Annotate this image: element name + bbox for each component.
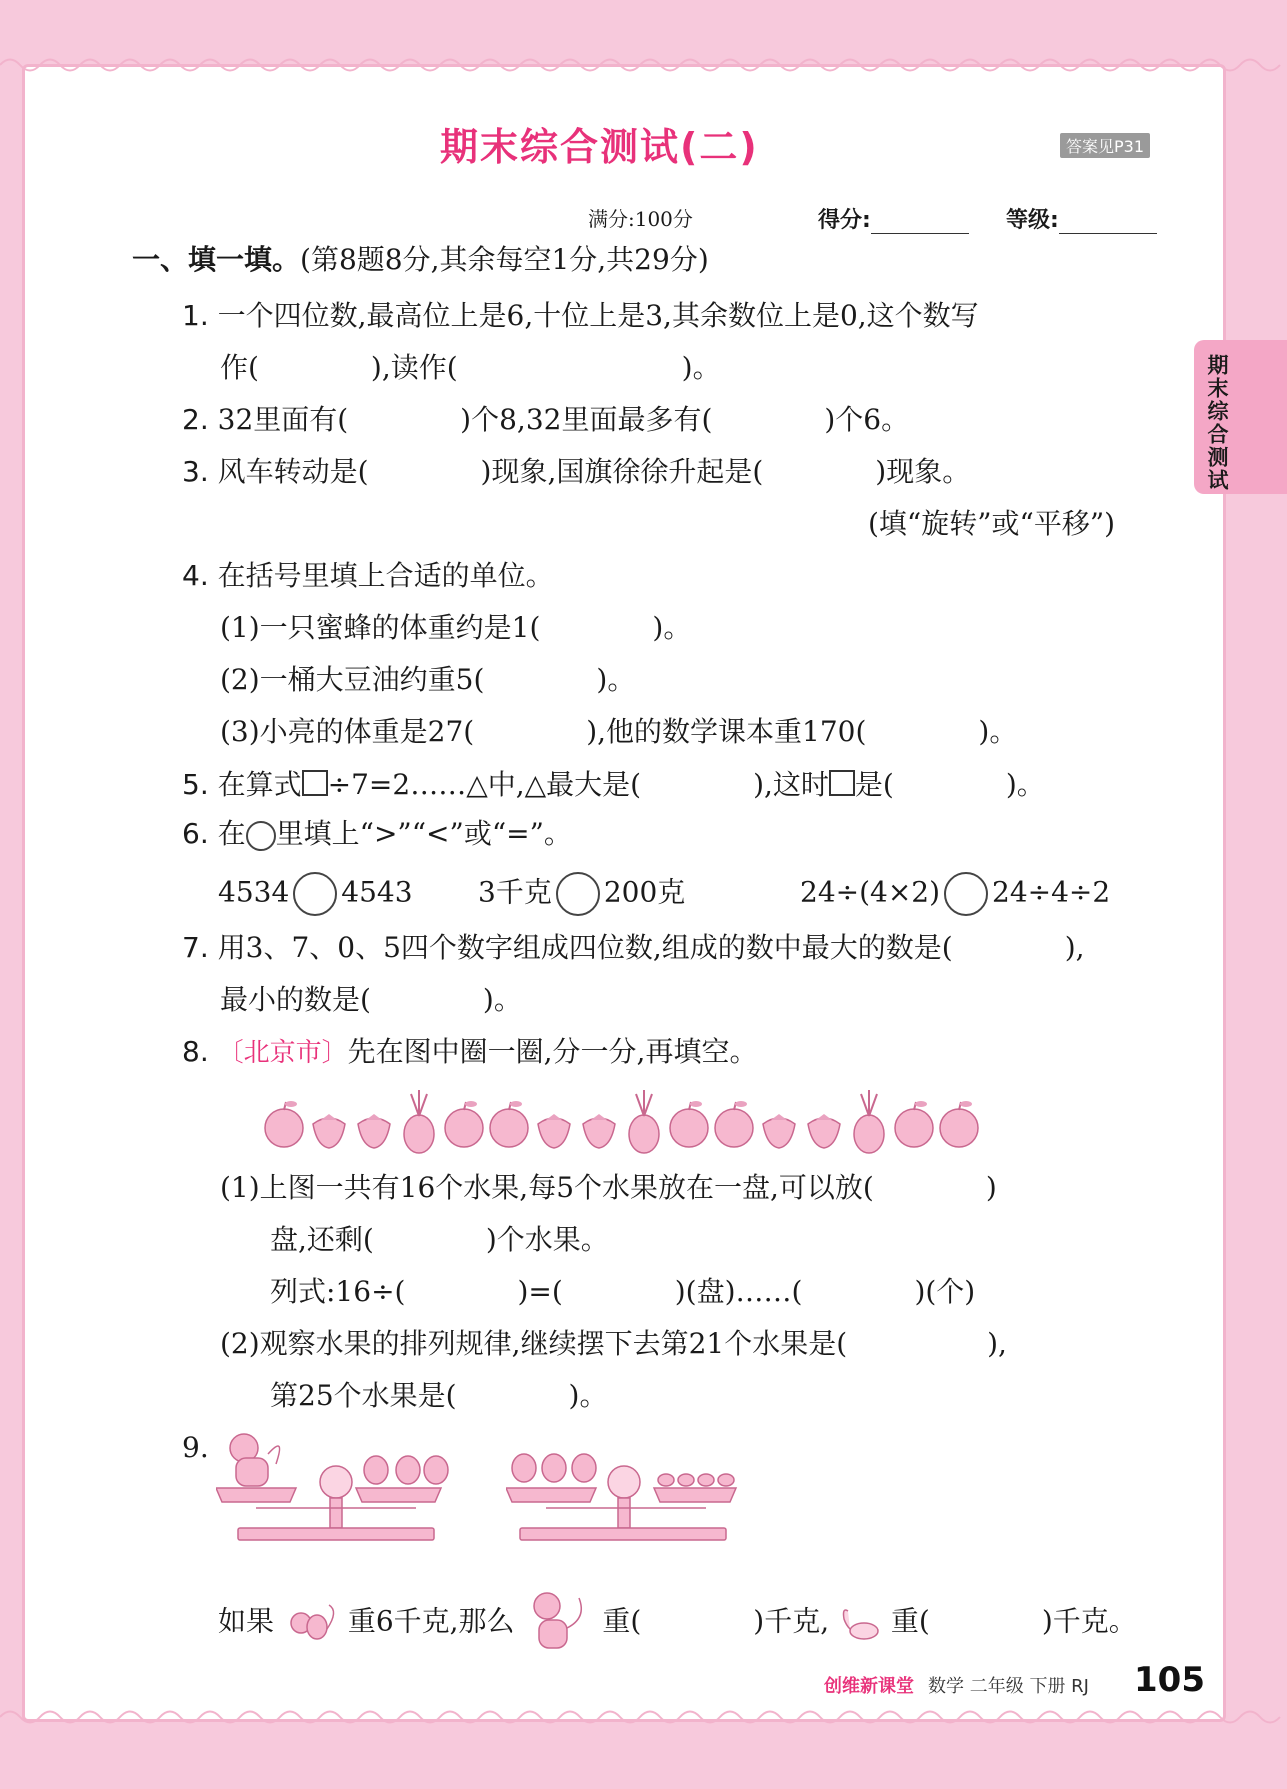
pineapple-icon (847, 1090, 891, 1154)
q9-text-3: 重( )千克, (602, 1604, 830, 1638)
q4-part-3[interactable]: (3)小亮的体重是27( ),他的数学课本重170( )。 (220, 715, 1018, 748)
q6-c2-right: 200克 (603, 875, 686, 909)
full-score: 满分:100分 (588, 207, 693, 231)
apple-icon (937, 1090, 981, 1154)
q4-text: 在括号里填上合适的单位。 (217, 559, 554, 592)
question-7 (182, 931, 1085, 964)
q6-compare-3 (800, 872, 1110, 916)
q6-c1-left: 4534 (218, 875, 290, 909)
question-9-number: 9. (182, 1431, 209, 1464)
apple-icon (892, 1090, 936, 1154)
q5-number: 5. (182, 768, 209, 801)
score-field[interactable] (818, 203, 969, 234)
q9-text-4: 重( )千克。 (890, 1604, 1137, 1638)
q4-number: 4. (182, 559, 209, 592)
squirrel-icon (283, 1601, 339, 1645)
goose-icon (838, 1603, 882, 1643)
q1-line2[interactable]: 作( ),读作( )。 (220, 351, 721, 384)
compare-circle-2[interactable] (556, 872, 600, 916)
q7-line2[interactable]: 最小的数是( )。 (220, 983, 522, 1016)
section-note: (第8题8分,其余每空1分,共29分) (300, 243, 709, 276)
page-title: 期末综合测试(二) (440, 125, 759, 169)
q5-text-3: 是( )。 (854, 768, 1045, 801)
q9-text-2: 重6千克,那么 (347, 1604, 515, 1638)
question-2 (182, 403, 910, 436)
grade-field[interactable] (1006, 203, 1157, 234)
question-9[interactable] (218, 1588, 1137, 1658)
strawberry-icon (802, 1090, 846, 1154)
q2-text[interactable]: 32里面有( )个8,32里面最多有( )个6。 (217, 403, 910, 436)
compare-circle-3[interactable] (944, 872, 988, 916)
q6-number: 6. (182, 817, 209, 850)
question-5[interactable] (182, 770, 1045, 799)
answer-reference-badge: 答案见P31 (1060, 133, 1150, 158)
question-3 (182, 455, 971, 488)
question-1 (182, 299, 979, 332)
q8-sub2-line2[interactable]: 第25个水果是( )。 (270, 1379, 608, 1412)
strawberry-icon (307, 1090, 351, 1154)
q6-compare-2 (478, 872, 685, 916)
q6-text-2: 里填上“>”“<”或“=”。 (275, 817, 572, 850)
apple-icon (442, 1090, 486, 1154)
strawberry-icon (577, 1090, 621, 1154)
q1-number: 1. (182, 299, 209, 332)
q8-sub1-line1[interactable]: (1)上图一共有16个水果,每5个水果放在一盘,可以放( ) (220, 1171, 997, 1204)
score-label: 得分: (818, 208, 871, 233)
pineapple-icon (622, 1090, 666, 1154)
square-box-icon (829, 770, 855, 796)
q6-c1-right: 4543 (341, 875, 413, 909)
q9-text-1: 如果 (218, 1604, 275, 1638)
q6-c3-right: 24÷4÷2 (992, 875, 1111, 909)
pineapple-icon (397, 1090, 441, 1154)
q4-part-2[interactable]: (2)一桶大豆油约重5( )。 (220, 663, 636, 696)
question-8 (182, 1035, 758, 1068)
q1-line1: 一个四位数,最高位上是6,十位上是3,其余数位上是0,这个数写 (217, 299, 979, 332)
q8-number: 8. (182, 1035, 209, 1068)
wavy-border-top (0, 54, 1287, 76)
strawberry-icon (757, 1090, 801, 1154)
q7-line1[interactable]: 用3、7、0、5四个数字组成四位数,组成的数中最大的数是( ), (217, 931, 1085, 964)
q3-number: 3. (182, 455, 209, 488)
q4-part-1[interactable]: (1)一只蜜蜂的体重约是1( )。 (220, 611, 692, 644)
q6-compare-1 (218, 872, 413, 916)
compare-circle-1[interactable] (293, 872, 337, 916)
q5-text-1: 在算式 (217, 768, 302, 801)
apple-icon (667, 1090, 711, 1154)
apple-icon (712, 1090, 756, 1154)
grade-label: 等级: (1006, 208, 1059, 233)
square-box-icon (302, 770, 328, 796)
grade-blank[interactable] (1059, 213, 1157, 234)
monkey-icon (523, 1588, 593, 1658)
q8-text: 先在图中圈一圈,分一分,再填空。 (347, 1035, 758, 1068)
balance-scale-2 (506, 1424, 746, 1544)
footer-subtitle: 数学 二年级 下册 RJ (928, 1676, 1089, 1697)
side-tab-label: 期末综合测试 (1205, 354, 1229, 492)
score-blank[interactable] (871, 213, 969, 234)
wavy-border-bottom (0, 1706, 1287, 1728)
apple-icon (262, 1090, 306, 1154)
q6-text-1: 在 (217, 817, 246, 850)
side-tab (1194, 340, 1287, 494)
page-number: 105 (1134, 1660, 1205, 1700)
balance-scale-1 (216, 1424, 456, 1544)
q6-c2-left: 3千克 (478, 875, 552, 909)
q2-number: 2. (182, 403, 209, 436)
q7-number: 7. (182, 931, 209, 964)
strawberry-icon (532, 1090, 576, 1154)
q8-sub2-line1[interactable]: (2)观察水果的排列规律,继续摆下去第21个水果是( ), (220, 1327, 1007, 1360)
apple-icon (487, 1090, 531, 1154)
footer-brand: 创维新课堂 (824, 1676, 914, 1697)
q8-sub1-formula[interactable]: 列式:16÷( )=( )(盘)……( )(个) (270, 1275, 976, 1308)
strawberry-icon (352, 1090, 396, 1154)
question-4 (182, 559, 554, 592)
q6-c3-left: 24÷(4×2) (800, 875, 941, 909)
q8-region-tag: 〔北京市〕 (217, 1038, 348, 1068)
section-label: 一、填一填。 (132, 243, 301, 276)
q3-text[interactable]: 风车转动是( )现象,国旗徐徐升起是( )现象。 (217, 455, 971, 488)
q3-hint: (填“旋转”或“平移”) (868, 507, 1116, 540)
q8-sub1-line2[interactable]: 盘,还剩( )个水果。 (270, 1223, 609, 1256)
question-6 (182, 817, 572, 851)
section-heading (132, 243, 709, 276)
circle-icon (246, 821, 276, 851)
q5-text-2: ÷7=2……△中,△最大是( ),这时 (327, 768, 829, 801)
